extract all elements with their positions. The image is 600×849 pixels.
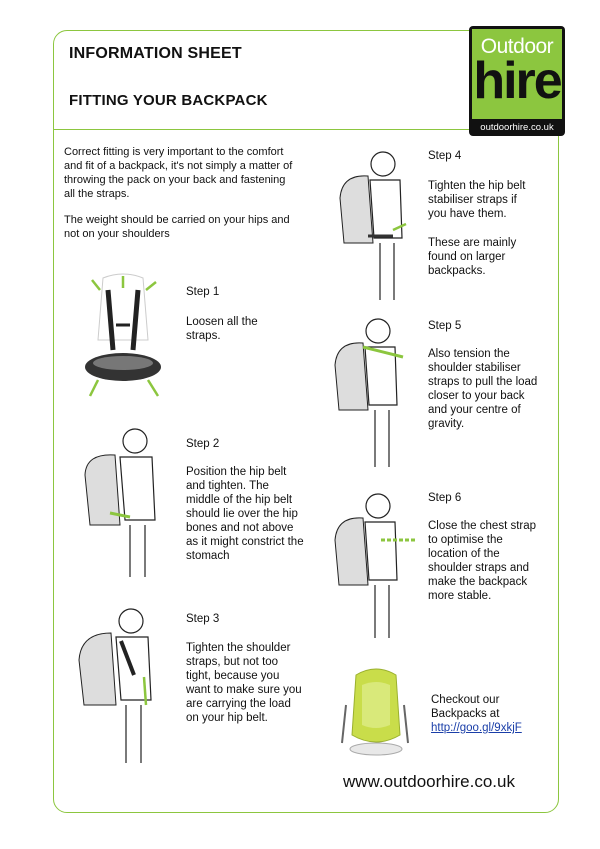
step3-title: Step 3 bbox=[186, 613, 220, 625]
page-title: INFORMATION SHEET bbox=[69, 45, 242, 62]
step4-title: Step 4 bbox=[428, 150, 462, 162]
logo-url-text: outdoorhire.co.uk bbox=[480, 122, 554, 133]
step6-person-illustration bbox=[333, 490, 418, 640]
header-divider bbox=[53, 129, 469, 130]
step5-person-illustration bbox=[333, 315, 418, 470]
step4-note: These are mainly found on larger backpacks. bbox=[428, 237, 517, 277]
step1-text: Loosen all the straps. bbox=[186, 316, 258, 342]
step3-text: Tighten the shoulder straps, but not too tight, because you want to make sure you are carrying the load on your hip belt. bbox=[186, 642, 302, 724]
step1-title: Step 1 bbox=[186, 286, 220, 298]
logo-hire-text: hire bbox=[473, 52, 561, 110]
backpacks-link[interactable]: http://goo.gl/9xkjF bbox=[431, 722, 522, 734]
outdoorhire-logo bbox=[469, 26, 565, 136]
checkout-block bbox=[431, 693, 522, 735]
backpack-product-image bbox=[338, 665, 413, 757]
step6-title: Step 6 bbox=[428, 492, 462, 504]
step3-person-illustration bbox=[76, 605, 166, 765]
intro-weight-note: The weight should be carried on your hips and not on your shoulders bbox=[64, 214, 290, 240]
checkout-text: Checkout our Backpacks at bbox=[431, 694, 500, 720]
step2-person-illustration bbox=[80, 425, 170, 580]
step5-title: Step 5 bbox=[428, 320, 462, 332]
intro-paragraph: Correct fitting is very important to the comfort and fit of a backpack, it's not simply a matter of throwing the pack on your back and fastening all the straps. bbox=[64, 146, 293, 200]
step2-title: Step 2 bbox=[186, 438, 220, 450]
step5-text: Also tension the shoulder stabiliser straps to pull the load closer to your back and your centre of gravity. bbox=[428, 348, 538, 430]
step4-person-illustration bbox=[338, 148, 418, 303]
footer-website: www.outdoorhire.co.uk bbox=[343, 772, 515, 791]
step2-text: Position the hip belt and tighten. The middle of the hip belt should lie over the hip bones and not above as it might constrict the stomach bbox=[186, 466, 304, 562]
page-subtitle: FITTING YOUR BACKPACK bbox=[69, 92, 268, 109]
step1-harness-illustration bbox=[78, 270, 168, 405]
logo-top-text: Outdoor bbox=[480, 35, 554, 58]
step6-text: Close the chest strap to optimise the location of the shoulder straps and make the backpack more stable. bbox=[428, 520, 537, 602]
step4-text: Tighten the hip belt stabiliser straps if you have them. bbox=[428, 180, 526, 220]
